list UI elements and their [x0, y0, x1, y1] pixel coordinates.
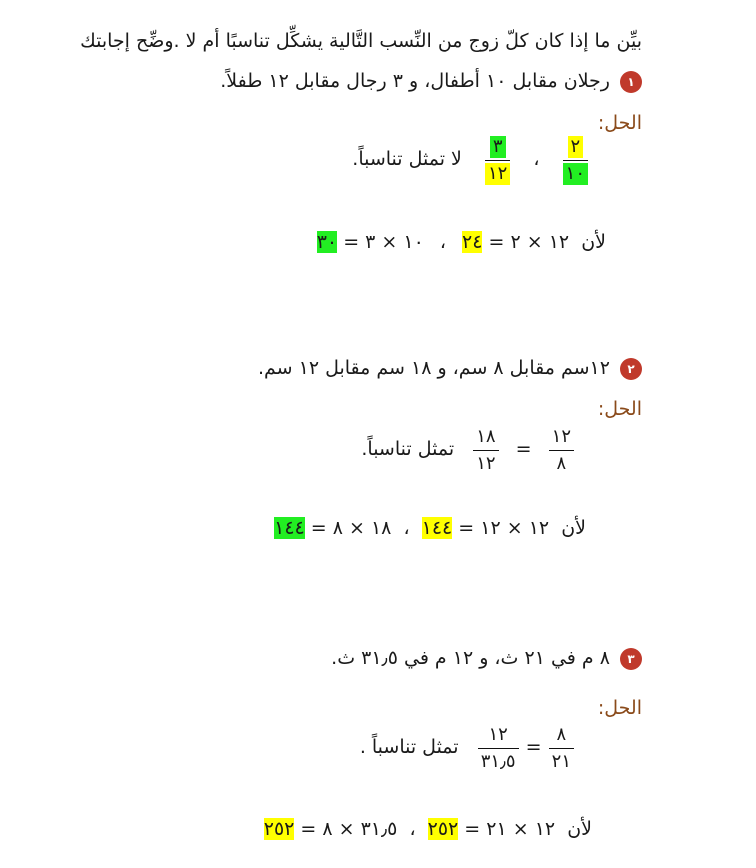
- problem-2-number-badge: ٢: [620, 358, 642, 380]
- fraction-denominator: ١٠: [563, 163, 588, 185]
- problem-2-conclusion: تمثل تناسباً.: [361, 438, 455, 460]
- result-1: ٢٥٢: [427, 818, 459, 840]
- problem-2-ratio: [361, 426, 574, 475]
- solution-label-2: الحل:: [597, 398, 642, 420]
- problem-3-number-badge: ٣: [620, 648, 642, 670]
- problem-2-text: ١٢سم مقابل ٨ سم، و ١٨ سم مقابل ١٢ سم.: [257, 357, 610, 379]
- fraction-numerator: ١٨: [476, 426, 496, 447]
- problem-3-ratio: [360, 724, 574, 773]
- fraction-denominator: ٢١: [551, 751, 571, 772]
- problem-2: [258, 357, 642, 380]
- problem-3-text: ٨ م في ٢١ ث، و ١٢ م في ٣١٫٥ ث.: [331, 647, 610, 669]
- result-1: ٢٤: [462, 231, 483, 253]
- problem-2-fraction-a: [549, 426, 574, 475]
- because-word: لأن: [581, 231, 606, 253]
- calc-1: ١٢ × ٢١ =: [464, 818, 556, 840]
- problem-2-justification: [274, 517, 586, 539]
- fraction-numerator: ١٢: [488, 724, 508, 745]
- calc-2: ٣١٫٥ × ٨ =: [300, 818, 398, 840]
- problem-3-conclusion: تمثل تناسباً .: [359, 736, 459, 758]
- fraction-numerator: ٨: [556, 724, 567, 745]
- problem-1: [220, 70, 642, 93]
- result-2: ٣٠: [316, 231, 338, 253]
- instruction-text: بيِّن ما إذا كان كلّ زوج من النِّسب التَّالية يشكِّل تناسبًا أم لا .وضِّح إجابتك: [80, 30, 642, 52]
- fraction-bar: [549, 748, 574, 749]
- equals-sign: =: [525, 736, 542, 758]
- result-2: ٢٥٢: [263, 818, 295, 840]
- fraction-bar: [478, 748, 519, 749]
- problem-3-justification: [264, 818, 592, 840]
- fraction-numerator: ٢: [568, 136, 584, 158]
- fraction-bar: [563, 160, 588, 161]
- fraction-denominator: ٣١٫٥: [480, 751, 516, 772]
- because-word: لأن: [567, 818, 592, 840]
- solution-label-3: الحل:: [597, 697, 642, 719]
- comma: ،: [439, 231, 446, 253]
- solution-label-1: الحل:: [597, 112, 642, 134]
- separator: ،: [533, 148, 540, 170]
- fraction-numerator: ٣: [490, 136, 506, 158]
- problem-1-text: رجلان مقابل ١٠ أطفال، و ٣ رجال مقابل ١٢ طفلاً.: [220, 70, 610, 92]
- calc-2: ١٨ × ٨ =: [310, 517, 392, 539]
- comma: ،: [409, 818, 416, 840]
- fraction-denominator: ١٢: [485, 163, 510, 185]
- problem-1-fraction-b: [485, 136, 510, 185]
- fraction-bar: [473, 450, 498, 451]
- comma: ،: [403, 517, 410, 539]
- problem-1-number-badge: ١: [620, 71, 642, 93]
- fraction-bar: [485, 160, 510, 161]
- fraction-denominator: ٨: [556, 453, 567, 474]
- result-1: ١٤٤: [421, 517, 453, 539]
- calc-2: ١٠ × ٣ =: [343, 231, 424, 253]
- result-2: ١٤٤: [274, 517, 305, 539]
- problem-1-justification: [317, 231, 606, 253]
- problem-3-fraction-b: [478, 724, 519, 773]
- problem-2-fraction-b: [473, 426, 498, 475]
- problem-1-conclusion: لا تمثل تناسباً.: [352, 148, 462, 170]
- calc-1: ١٢ × ١٢ =: [458, 517, 550, 539]
- problem-1-fraction-a: [563, 136, 588, 185]
- fraction-denominator: ١٢: [476, 453, 496, 474]
- problem-3: [331, 647, 642, 670]
- fraction-numerator: ١٢: [551, 426, 571, 447]
- problem-3-fraction-a: [549, 724, 574, 773]
- problem-1-ratio: [352, 136, 588, 185]
- fraction-bar: [549, 450, 574, 451]
- because-word: لأن: [561, 517, 586, 539]
- calc-1: ١٢ × ٢ =: [488, 231, 570, 253]
- equals-sign: =: [515, 438, 532, 460]
